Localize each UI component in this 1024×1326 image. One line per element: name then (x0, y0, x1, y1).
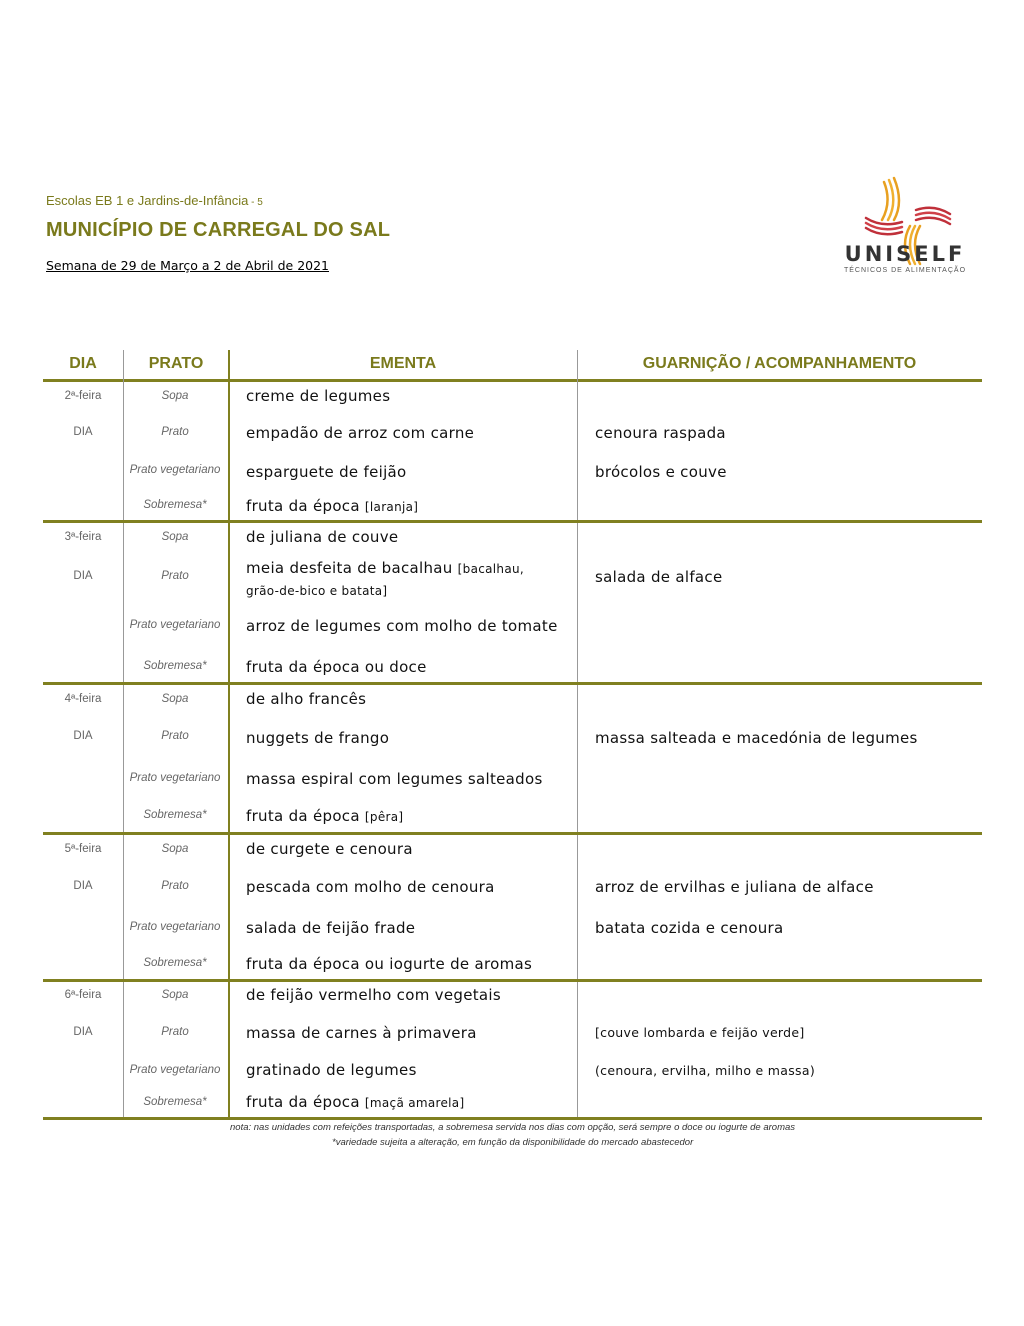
course-type: Prato (161, 426, 189, 438)
column-header-ementa: EMENTA (369, 355, 437, 372)
course-type: Prato (161, 1026, 189, 1038)
dish: empadão de arroz com carne (246, 424, 475, 442)
side-dish: cenoura raspada (595, 424, 726, 442)
dish-note: [maçã amarela] (364, 1096, 465, 1110)
dish-text: fruta da época (246, 1093, 365, 1111)
dish (246, 558, 586, 602)
course-type: Prato vegetariano (129, 464, 221, 476)
day-block-terca (43, 523, 982, 685)
dish: fruta da época ou doce (246, 658, 427, 676)
dish-text: meia desfeita de bacalhau (246, 559, 458, 577)
course-type: Sobremesa* (143, 809, 207, 821)
dish: pescada com molho de cenoura (246, 878, 495, 896)
side-dish: (cenoura, ervilha, milho e massa) (595, 1063, 816, 1078)
dia-label: DIA (73, 880, 93, 892)
course-type: Prato vegetariano (129, 772, 221, 784)
footnote-transport: nota: nas unidades com refeições transportadas, a sobremesa servida nos dias com opção, será sempre o doce ou iogurte de aromas (230, 1122, 796, 1133)
dish (246, 807, 586, 825)
dish-note: [bacalhau, (457, 562, 524, 576)
course-type: Sopa (161, 989, 189, 1001)
dish: arroz de legumes com molho de tomate (246, 617, 558, 635)
day-label: 2ª-feira (64, 390, 102, 402)
side-dish: brócolos e couve (595, 463, 727, 481)
dish-note-continued: grão-de-bico e batata] (246, 584, 388, 598)
table-header (43, 348, 982, 382)
menu-table (43, 348, 982, 1111)
side-dish: massa salteada e macedónia de legumes (595, 729, 918, 747)
dish-note: [pêra] (364, 810, 404, 824)
day-block-quarta (43, 685, 982, 835)
dish (246, 497, 586, 515)
course-type: Prato vegetariano (129, 921, 221, 933)
dia-label: DIA (73, 570, 93, 582)
column-header-guarnicao: GUARNIÇÃO / ACOMPANHAMENTO (642, 355, 917, 372)
dia-label: DIA (73, 1026, 93, 1038)
dish: fruta da época ou iogurte de aromas (246, 955, 533, 973)
dish-text: fruta da época (246, 497, 365, 515)
course-type: Sobremesa* (143, 499, 207, 511)
dish: esparguete de feijão (246, 463, 407, 481)
footnote-variety: *variedade sujeita a alteração, em função da disponibilidade do mercado abastecedor (332, 1137, 694, 1148)
course-type: Prato (161, 880, 189, 892)
page-title: MUNICÍPIO DE CARREGAL DO SAL (46, 219, 391, 241)
dish-note: [laranja] (364, 500, 419, 514)
day-label: 5ª-feira (64, 843, 102, 855)
course-type: Sopa (161, 531, 189, 543)
logo-tagline: TÉCNICOS DE ALIMENTAÇÃO (843, 267, 967, 274)
subtitle-text: Escolas EB 1 e Jardins-de-Infância (46, 193, 249, 208)
course-type: Sobremesa* (143, 660, 207, 672)
side-dish: batata cozida e cenoura (595, 919, 784, 937)
day-label: 4ª-feira (64, 693, 102, 705)
course-type: Sopa (161, 693, 189, 705)
course-type: Sobremesa* (143, 1096, 207, 1108)
week-label: Semana de 29 de Março a 2 de Abril de 2021 (46, 258, 330, 273)
side-dish: arroz de ervilhas e juliana de alface (595, 878, 874, 896)
dish: nuggets de frango (246, 729, 390, 747)
dish: gratinado de legumes (246, 1061, 417, 1079)
course-type: Prato vegetariano (129, 1064, 221, 1076)
dish: creme de legumes (246, 387, 391, 405)
dish: de feijão vermelho com vegetais (246, 986, 501, 1004)
course-type: Prato (161, 570, 189, 582)
course-type: Sopa (161, 843, 189, 855)
logo-name: UNISELF (844, 242, 966, 266)
side-dish: [couve lombarda e feijão verde] (595, 1025, 805, 1040)
course-type: Sobremesa* (143, 957, 207, 969)
dia-label: DIA (73, 426, 93, 438)
day-block-segunda (43, 382, 982, 523)
dish: de alho francês (246, 690, 367, 708)
day-label: 6ª-feira (64, 989, 102, 1001)
day-block-quinta (43, 835, 982, 982)
side-dish: salada de alface (595, 568, 723, 586)
subtitle-number: - 5 (248, 197, 263, 208)
dish-text: fruta da época (246, 807, 365, 825)
column-header-dia: DIA (69, 355, 97, 372)
dish: salada de feijão frade (246, 919, 416, 937)
dish: de curgete e cenoura (246, 840, 413, 858)
column-header-prato: PRATO (148, 355, 204, 372)
dia-label: DIA (73, 730, 93, 742)
dish: de juliana de couve (246, 528, 399, 546)
course-type: Sopa (161, 390, 189, 402)
course-type: Prato (161, 730, 189, 742)
school-subtitle (46, 193, 263, 208)
day-block-sexta (43, 982, 982, 1120)
dish (246, 1093, 586, 1111)
day-label: 3ª-feira (64, 531, 102, 543)
dish: massa de carnes à primavera (246, 1024, 477, 1042)
course-type: Prato vegetariano (129, 619, 221, 631)
dish: massa espiral com legumes salteados (246, 770, 543, 788)
